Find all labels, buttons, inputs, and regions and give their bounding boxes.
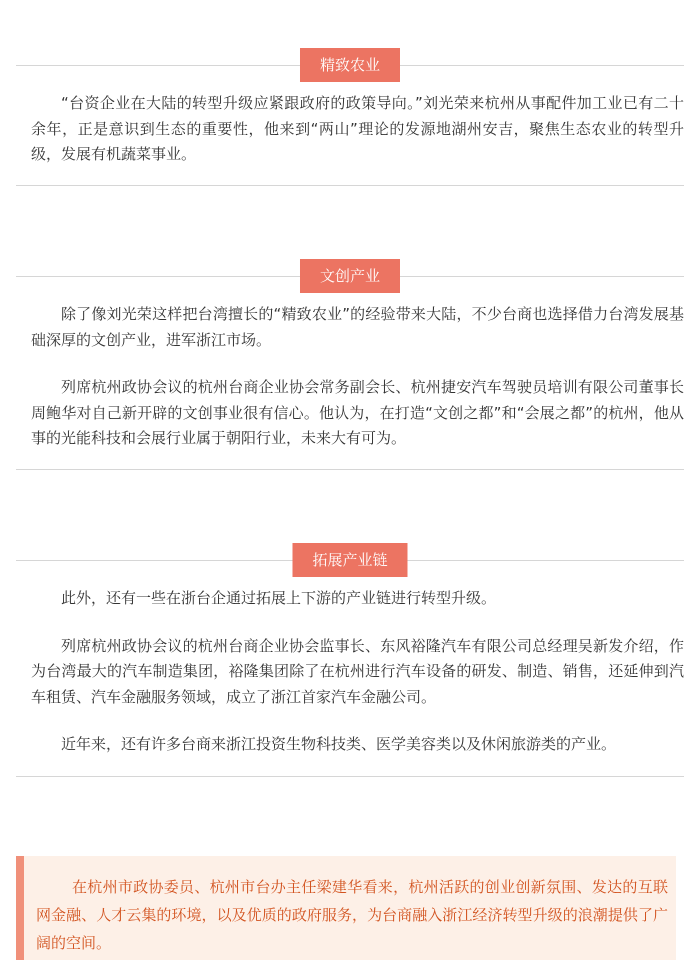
paragraph: 近年来，还有许多台商来浙江投资生物科技类、医学美容类以及休闲旅游类的产业。 — [61, 735, 617, 753]
section-extend-industry-chain — [16, 543, 684, 758]
section-bottom-divider — [16, 469, 684, 470]
section-cultural-creative-industry — [16, 259, 684, 452]
section-title-badge: 拓展产业链 — [292, 543, 407, 577]
section-bottom-divider — [16, 185, 684, 186]
section-title-row — [16, 48, 684, 82]
paragraph: 除了像刘光荣这样把台湾擅长的“精致农业”的经验带来大陆，不少台商也选择借力台湾发展基础深厚的文创产业，进军浙江市场。 — [31, 305, 684, 349]
section-title-row — [16, 259, 684, 293]
highlight-quote-box — [16, 856, 676, 960]
paragraph: “台资企业在大陆的转型升级应紧跟政府的政策导向。”刘光荣来杭州从事配件加工业已有二十余年，正是意识到生态的重要性，他来到“两山”理论的发源地湖州安吉，聚焦生态农业的转型升级，发展有机蔬菜事业。 — [31, 94, 684, 163]
section-title-badge: 文创产业 — [300, 259, 400, 293]
section-title-row — [16, 543, 684, 577]
section-title-badge: 精致农业 — [300, 48, 400, 82]
section-precision-agriculture — [16, 48, 684, 168]
quote-text: 在杭州市政协委员、杭州市台办主任梁建华看来，杭州活跃的创业创新氛围、发达的互联网金融、人才云集的环境，以及优质的政府服务，为台商融入浙江经济转型升级的浪潮提供了广阔的空间。 — [36, 878, 668, 952]
paragraph: 列席杭州政协会议的杭州台商企业协会常务副会长、杭州捷安汽车驾驶员培训有限公司董事长周鲍华对自己新开辟的文创事业很有信心。他认为，在打造“文创之都”和“会展之都”的杭州，他从事的光能科技和会展行业属于朝阳行业，未来大有可为。 — [31, 378, 684, 447]
paragraph: 列席杭州政协会议的杭州台商企业协会监事长、东风裕隆汽车有限公司总经理吴新发介绍，作为台湾最大的汽车制造集团，裕隆集团除了在杭州进行汽车设备的研发、制造、销售，还延伸到汽车租赁、汽车金融服务领域，成立了浙江首家汽车金融公司。 — [31, 636, 684, 706]
section-bottom-divider — [16, 776, 684, 777]
paragraph: 此外，还有一些在浙台企通过拓展上下游的产业链进行转型升级。 — [61, 589, 497, 607]
